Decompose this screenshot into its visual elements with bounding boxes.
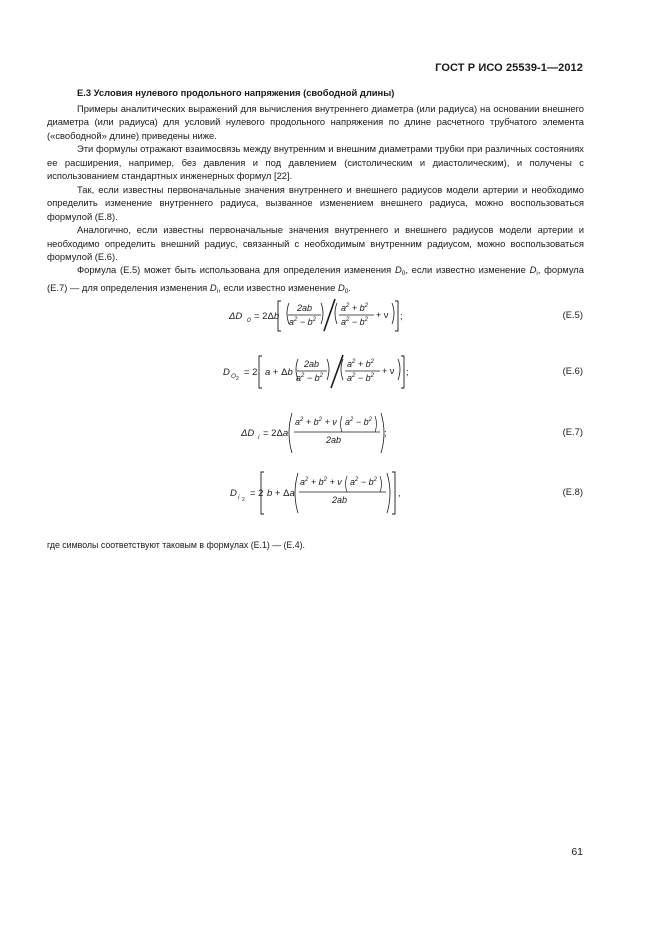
svg-text:2ab: 2ab (332, 495, 348, 505)
body-text (47, 102, 584, 298)
formula-e7 (0, 410, 661, 470)
svg-text:b + Δa: b + Δa (267, 488, 295, 499)
formula-e7-number: (Е.7) (562, 426, 583, 437)
formula-e6-expression (0, 352, 661, 412)
svg-text:a2 + b2: $a^2 + b^2$ (347, 359, 374, 369)
document-id: ГОСТ Р ИСО 25539-1—2012 (435, 62, 583, 74)
svg-text:a + Δb: a + Δb (265, 367, 293, 378)
svg-text:a2 − b2: $a^2 - b^2$ (345, 417, 372, 427)
svg-text:2ab: 2ab (326, 435, 342, 445)
formula-e8-number: (Е.8) (562, 486, 583, 497)
formula-e6 (0, 352, 661, 412)
paragraph-3: Так, если известны первоначальные значения внутреннего и внешнего радиусов модели артерии и необходимо определить изменение внутреннего радиуса, вызванное изменением внешнего радиуса, можно воспользоваться формулой (Е.8). (47, 183, 584, 222)
formula-e5-expression (0, 295, 661, 355)
svg-text:O: O (231, 373, 237, 380)
svg-text:,: , (398, 488, 401, 499)
svg-text:a2 + b2: $a^2 + b^2$ (341, 303, 368, 313)
svg-text:a2 − b2: $a^2 - b^2$ (296, 373, 323, 383)
svg-text:+ ν: + ν (376, 310, 389, 320)
svg-text:i: i (238, 494, 240, 501)
formula-e7-lhs: ΔD (241, 428, 255, 439)
paragraph-4: Аналогично, если известны первоначальные значения внутреннего и внешнего радиусов модели артерии и необходимо определить внешний радиус, связанный с необходимым внутренним радиусом, можно воспользоваться формулой (Е.6). (47, 224, 584, 262)
formula-e5 (0, 295, 661, 355)
formula-e6-number: (Е.6) (562, 365, 583, 376)
svg-text:0: 0 (247, 317, 251, 324)
svg-text:a2 − b2: $a^2 - b^2$ (341, 317, 368, 327)
svg-text:= 2Δb: = 2Δb (254, 311, 280, 322)
svg-text:a2 − b2: $a^2 - b^2$ (347, 373, 374, 383)
svg-text:a2 + b2 + ν: $a^2 + b^2 + \nu$ (295, 417, 337, 427)
svg-text:2: 2 (242, 497, 245, 503)
svg-text:;: ; (406, 367, 409, 378)
svg-text:a2 + b2 + ν: $a^2 + b^2 + \nu$ (300, 477, 342, 487)
svg-text:= 2Δa: = 2Δa (263, 428, 289, 439)
formula-e8-expression (0, 467, 661, 527)
closing-text: где символы соответствуют таковым в формулах (Е.1) — (Е.4). (47, 540, 305, 550)
formula-e6-lhs: D (223, 367, 230, 378)
section-title: Е.3 Условия нулевого продольного напряжения (свободной длины) (77, 87, 395, 98)
svg-text:;: ; (400, 311, 403, 322)
svg-text:;: ; (384, 428, 387, 439)
svg-text:i: i (258, 434, 260, 441)
svg-text:= 2: = 2 (250, 488, 264, 499)
formula-e8 (0, 467, 661, 527)
svg-text:2ab: 2ab (297, 303, 313, 313)
formula-e8-lhs: D (230, 488, 237, 499)
svg-text:a2 − b2: $a^2 - b^2$ (350, 477, 377, 487)
svg-text:+ ν: + ν (382, 366, 395, 376)
formula-e5-number: (Е.5) (562, 309, 583, 320)
paragraph-2: Эти формулы отражают взаимосвязь между внутренним и внешним диаметрами трубки при различных состояниях ее расширения, например, без давления и под давлением (систолическим и диастолическим), и получены с использованием стандартных инженерных формул [22]. (47, 143, 584, 182)
paragraph-5: Формула (Е.5) может быть использована для определения изменения $D_0$, если известно изменение $D_i$, формула (Е.7) — для определения изменения $D_i$, если известно изменение $D_0$. (47, 264, 584, 295)
page-number: 61 (571, 846, 583, 858)
svg-text:2ab: 2ab (304, 359, 320, 369)
paragraph-1: Примеры аналитических выражений для вычисления внутреннего диаметра (или радиуса) на основании внешнего диаметра (или радиуса) для условий нулевого продольного напряжения по длине расчетного трубчатого элемента («свободной» длине) приведены ниже. (47, 103, 584, 141)
svg-text:a2 − b2: $a^2 - b^2$ (289, 317, 316, 327)
svg-text:= 2: = 2 (244, 367, 258, 378)
svg-text:2: 2 (236, 376, 239, 382)
formula-e5-lhs: ΔD (229, 311, 243, 322)
formula-e7-expression (0, 410, 661, 470)
